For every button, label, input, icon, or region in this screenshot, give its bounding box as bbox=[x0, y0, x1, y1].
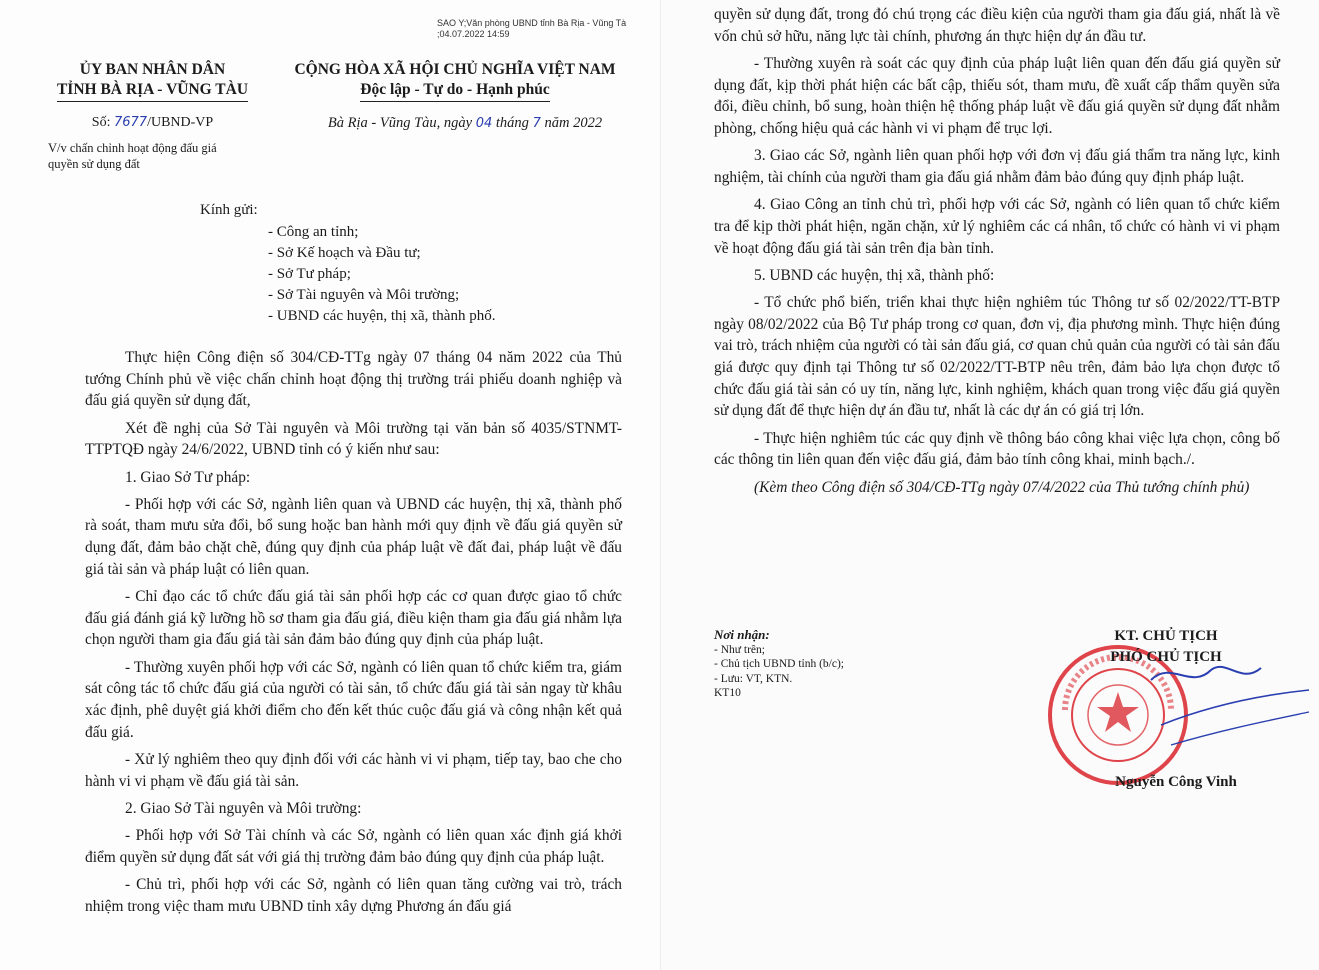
body-paragraph: Xét đề nghị của Sở Tài nguyên và Môi trường tại văn bản số 4035/STNMT-TTPTQĐ ngày 24/6/2022, UBND tỉnh có ý kiến như sau: bbox=[85, 419, 622, 459]
addressee-item: - Sở Kế hoạch và Đầu tư; bbox=[268, 245, 421, 261]
copy-stamp-line-1: SAO Y;Văn phòng UBND tỉnh Bà Rịa - Vũng Tà bbox=[437, 18, 627, 28]
addressee-list bbox=[268, 222, 495, 327]
recipient-item: KT10 bbox=[714, 687, 741, 699]
issuing-authority bbox=[40, 60, 265, 102]
body-paragraph: - Thường xuyên rà soát các quy định của pháp luật liên quan đến đấu giá quyền sử dụng đất, kịp thời phát hiện các bất cập, thiếu sót, tham mưu, đề xuất cấp thẩm quyền sửa đổi, điều chỉnh, bổ sung, hoàn thiện hệ thống pháp luật về đấu giá quyền sử dụng đất nhằm phòng, chống hiệu quả các hành vi vi phạm để trục lợi. bbox=[714, 54, 1280, 138]
signature-stroke bbox=[1171, 712, 1309, 745]
document-page-2 bbox=[660, 0, 1319, 970]
addressee-item: - Sở Tài nguyên và Môi trường; bbox=[268, 287, 460, 303]
issuer-line-2: TỈNH BÀ RỊA - VŨNG TÀU bbox=[57, 80, 248, 102]
date-month-handwritten: 7 bbox=[532, 116, 541, 131]
date-part-1: Bà Rịa - Vũng Tàu, ngày bbox=[327, 115, 473, 131]
date-part-2: tháng bbox=[495, 115, 529, 131]
copy-stamp-line-2: ;04.07.2022 14:59 bbox=[437, 29, 510, 39]
greeting: Kính gửi: bbox=[200, 202, 258, 218]
section-heading: 2. Giao Sở Tài nguyên và Môi trường: bbox=[125, 799, 362, 817]
national-title: CỘNG HÒA XÃ HỘI CHỦ NGHĨA VIỆT NAM bbox=[294, 61, 616, 78]
document-subject bbox=[48, 140, 288, 172]
addressee-item: - Công an tỉnh; bbox=[268, 224, 359, 240]
subject-line-2: quyền sử dụng đất bbox=[48, 157, 140, 171]
body-paragraph: - Thực hiện nghiêm túc các quy định về thông báo công khai việc lựa chọn, công bố các thông tin liên quan đến việc đấu giá, đảm bảo tính công khai, minh bạch./. bbox=[714, 429, 1280, 469]
date-day-handwritten: 04 bbox=[475, 116, 493, 131]
issuer-line-1: ỦY BAN NHÂN DÂN bbox=[79, 61, 226, 78]
digital-copy-stamp bbox=[437, 18, 626, 40]
document-date bbox=[300, 115, 630, 132]
subject-line-1: V/v chấn chỉnh hoạt động đấu giá bbox=[48, 141, 217, 155]
section-heading: 1. Giao Sở Tư pháp: bbox=[125, 468, 251, 486]
signature-title-block bbox=[1051, 626, 1281, 668]
recipients-block bbox=[714, 628, 844, 701]
national-heading bbox=[270, 60, 640, 102]
recipients-title: Nơi nhận: bbox=[714, 627, 770, 642]
signer-name: Nguyễn Công Vinh bbox=[1115, 774, 1237, 790]
signature-stroke bbox=[1151, 667, 1261, 680]
doc-number-prefix: Số: bbox=[91, 115, 111, 130]
body-paragraph: Thực hiện Công điện số 304/CĐ-TTg ngày 07 tháng 04 năm 2022 của Thủ tướng Chính phủ về việc chấn chỉnh hoạt động thị trường trái phiếu doanh nghiệp và đấu giá quyền sử dụng đất, bbox=[85, 349, 622, 410]
recipient-item: - Như trên; bbox=[714, 643, 765, 656]
recipients-list bbox=[714, 643, 844, 701]
attachment-note: (Kèm theo Công điện số 304/CĐ-TTg ngày 07/4/2022 của Thủ tướng chính phủ) bbox=[754, 478, 1250, 496]
body-paragraph: - Chủ trì, phối hợp với các Sở, ngành có liên quan tăng cường vai trò, trách nhiệm trong việc tham mưu UBND tỉnh xây dựng Phương án đấu giá bbox=[85, 875, 622, 915]
recipient-item: - Chủ tịch UBND tỉnh (b/c); bbox=[714, 658, 844, 670]
date-part-3: năm 2022 bbox=[544, 115, 603, 131]
body-paragraph: - Xử lý nghiêm theo quy định đối với các hành vi vi phạm, tiếp tay, bao che cho hành vi vi phạm về đấu giá tài sản. bbox=[85, 750, 622, 790]
national-motto: Độc lập - Tự do - Hạnh phúc bbox=[360, 80, 549, 102]
body-paragraph: - Chỉ đạo các tổ chức đấu giá tài sản phối hợp các cơ quan được giao tổ chức đấu giá đánh giá kỹ lưỡng hồ sơ tham gia đấu giá, điều kiện tham gia đấu giá nhằm lựa chọn người tham gia đấu giá tài sản đảm bảo đúng quy định của pháp luật. bbox=[85, 588, 622, 649]
addressee-item: - Sở Tư pháp; bbox=[268, 266, 351, 282]
document-number bbox=[40, 115, 265, 131]
section-heading: 4. Giao Công an tỉnh chủ trì, phối hợp với các Sở, ngành có liên quan tổ chức kiểm tra để kịp thời phát hiện, ngăn chặn, xử lý nghiêm các cá nhân, tổ chức có hành vi vi phạm về hoạt động đấu giá tài sản trên địa bàn tỉnh. bbox=[714, 196, 1280, 257]
body-text-page-2 bbox=[714, 4, 1280, 504]
body-paragraph: - Phối hợp với Sở Tài chính và các Sở, ngành có liên quan xác định giá khởi điểm quyền sử dụng đất sát với giá thị trường đảm bảo đúng quy định của pháp luật. bbox=[85, 827, 622, 866]
section-heading: 5. UBND các huyện, thị xã, thành phố: bbox=[754, 266, 995, 284]
addressee-item: - UBND các huyện, thị xã, thành phố. bbox=[268, 308, 496, 324]
doc-number-handwritten: 7677 bbox=[113, 115, 148, 130]
body-paragraph: - Phối hợp với các Sở, ngành liên quan và UBND các huyện, thị xã, thành phố rà soát, tham mưu sửa đổi, bổ sung hoặc ban hành mới quy định về đấu giá quyền sử dụng đất, đảm bảo chặt chẽ, đúng quy định của pháp luật về đất đai, pháp luật về đấu giá tài sản và pháp luật có liên quan. bbox=[85, 495, 622, 578]
doc-number-suffix: /UBND-VP bbox=[147, 115, 214, 130]
signature-line-2: PHÓ CHỦ TỊCH bbox=[1110, 649, 1222, 665]
body-paragraph: - Tổ chức phổ biến, triển khai thực hiện nghiêm túc Thông tư số 02/2022/TT-BTP ngày 08/02/2022 của Bộ Tư pháp trong cơ quan, đơn vị, địa phương mình. Thực hiện đúng vai trò, trách nhiệm của người có tài sản đấu giá, cơ quan chủ quản của người có tài sản đấu giá được quy định tại Thông tư số 02/2022/TT-BTP nêu trên, đảm bảo lựa chọn được tổ chức đấu giá tài sản có uy tín, năng lực, kinh nghiệm, khách quan trong việc đấu giá quyền sử dụng đất để thực hiện dự án đầu tư, nhất là các dự án có giá trị lớn. bbox=[714, 293, 1280, 420]
recipient-item: - Lưu: VT, KTN. bbox=[714, 672, 793, 685]
section-heading: 3. Giao các Sở, ngành liên quan phối hợp với đơn vị đấu giá thẩm tra năng lực, kinh nghiệm, tài chính của người tham gia đấu giá nhằm đảm bảo đúng quy định pháp luật. bbox=[714, 147, 1280, 186]
signature-line-1: KT. CHỦ TỊCH bbox=[1114, 628, 1218, 644]
body-paragraph: quyền sử dụng đất, trong đó chú trọng các điều kiện của người tham gia đấu giá, nhất là về vốn chủ sở hữu, năng lực tài chính, phương án thực hiện dự án đầu tư. bbox=[714, 6, 1280, 45]
signature-stroke bbox=[1161, 690, 1309, 725]
body-paragraph: - Thường xuyên phối hợp với các Sở, ngành có liên quan tổ chức kiểm tra, giám sát công tác tổ chức đấu giá của người có tài sản, tổ chức đấu giá tài sản ngay từ khâu xác định, phê duyệt giá khởi điểm cho đến kết thúc cuộc đấu giá và công nhận kết quả đấu giá. bbox=[85, 658, 622, 741]
body-text-page-1 bbox=[85, 347, 622, 923]
